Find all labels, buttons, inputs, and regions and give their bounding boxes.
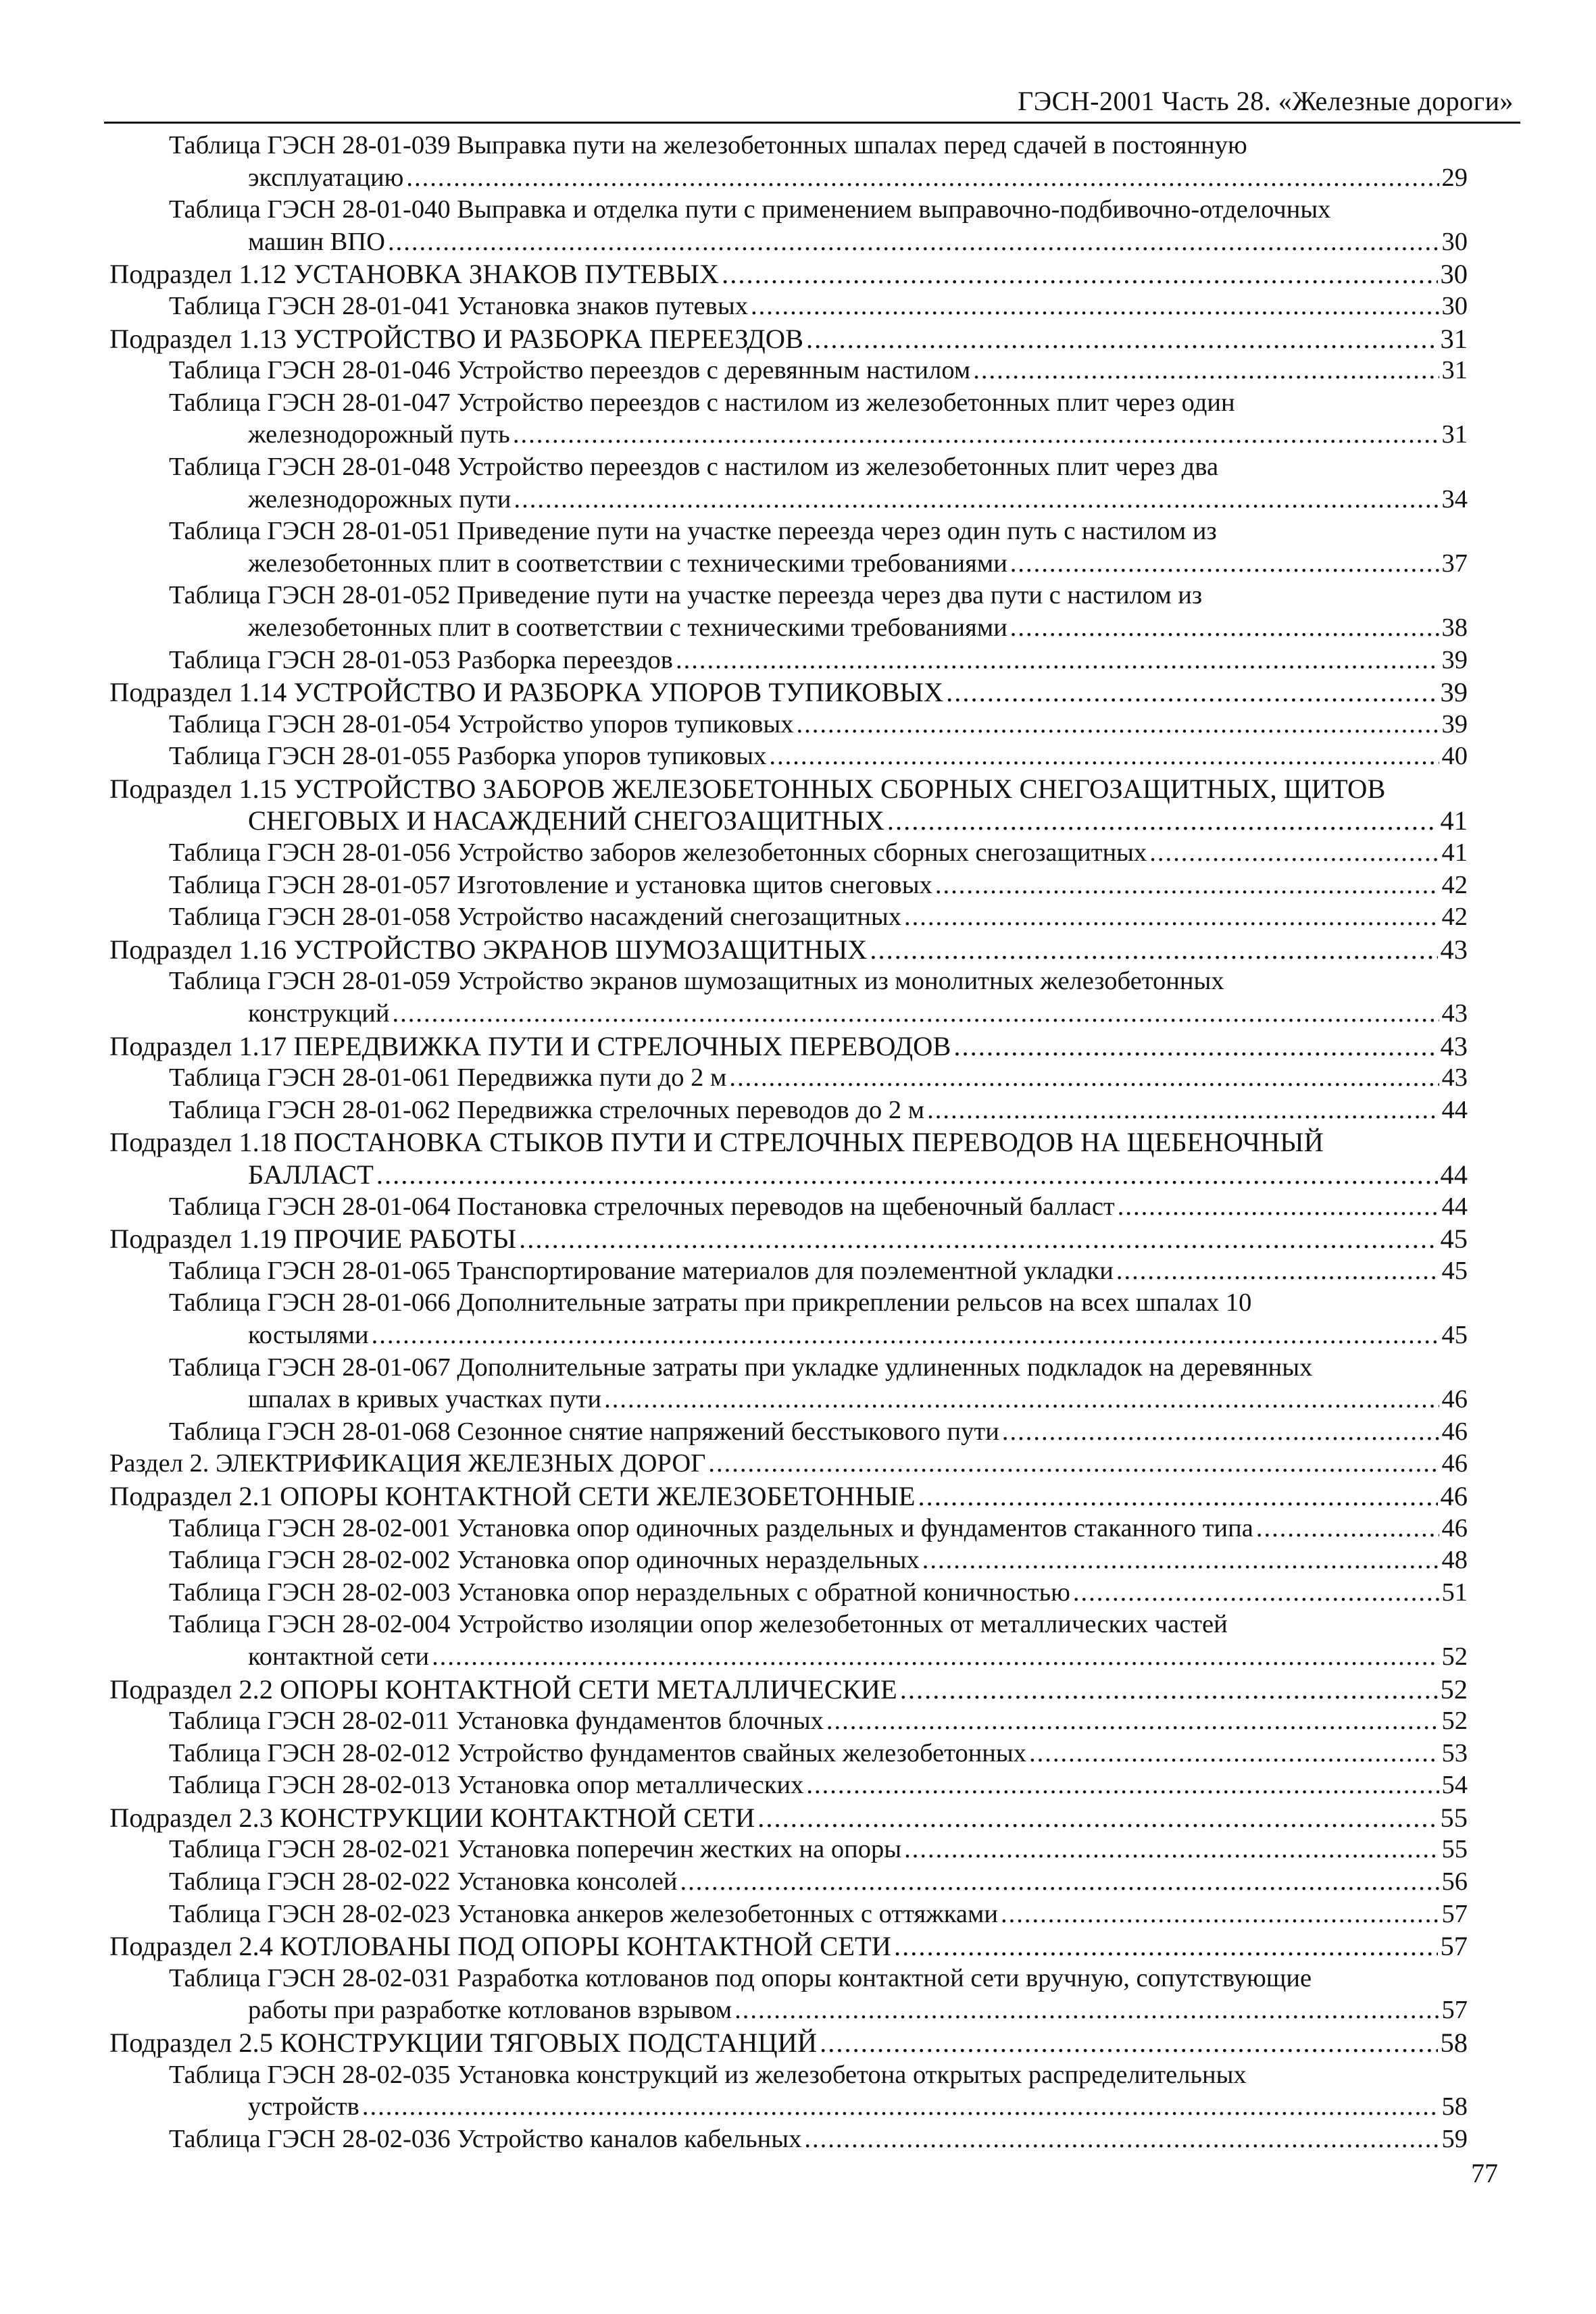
dot-leader bbox=[376, 1159, 1438, 1191]
toc-entry-title: Подраздел 1.13 УСТРОЙСТВО И РАЗБОРКА ПЕРЕЕЗДОВ bbox=[109, 323, 803, 354]
toc-entry-page: 44 bbox=[1440, 1159, 1468, 1190]
toc-entry bbox=[109, 901, 1468, 934]
toc-entry-page: 40 bbox=[1441, 742, 1468, 771]
toc-entry-title: Подраздел 1.19 ПРОЧИЕ РАБОТЫ bbox=[109, 1224, 517, 1255]
dot-leader bbox=[751, 291, 1439, 323]
toc-entry-title-continuation: эксплуатацию bbox=[248, 163, 404, 192]
dot-leader bbox=[806, 323, 1438, 355]
toc-entry-title: Таблица ГЭСН 28-02-023 Установка анкеров железобетонных с оттяжками bbox=[169, 1899, 998, 1928]
toc-entry-title: Таблица ГЭСН 28-01-046 Устройство переездов с деревянным настилом bbox=[169, 356, 971, 385]
toc-entry-title-continuation: железнодорожных пути bbox=[248, 484, 512, 513]
toc-entry bbox=[109, 1255, 1468, 1288]
toc-entry-title: Таблица ГЭСН 28-02-036 Устройство каналов кабельных bbox=[169, 2124, 802, 2153]
dot-leader bbox=[1010, 612, 1439, 645]
toc-entry-title-continuation: железобетонных плит в соответствии с техническими требованиями bbox=[248, 549, 1007, 578]
toc-entry bbox=[109, 1480, 1468, 1513]
toc-entry bbox=[109, 1352, 1468, 1416]
toc-entry-line bbox=[109, 419, 1468, 451]
toc-entry bbox=[109, 773, 1468, 837]
dot-leader bbox=[922, 1544, 1439, 1577]
toc-entry-line bbox=[109, 1319, 1468, 1352]
toc-entry-page: 52 bbox=[1441, 1707, 1468, 1736]
toc-entry bbox=[109, 1609, 1468, 1673]
toc-entry-title: Таблица ГЭСН 28-01-058 Устройство насаждений снегозащитных bbox=[169, 903, 902, 932]
toc-entry-title: Подраздел 2.4 КОТЛОВАНЫ ПОД ОПОРЫ КОНТАКТНОЙ СЕТИ bbox=[109, 1931, 891, 1962]
toc-entry-title: Подраздел 1.17 ПЕРЕДВИЖКА ПУТИ И СТРЕЛОЧНЫХ ПЕРЕВОДОВ bbox=[109, 1030, 951, 1061]
toc-entry-line bbox=[109, 226, 1468, 259]
toc-entry-line bbox=[109, 162, 1468, 195]
toc-entry-page: 55 bbox=[1441, 1835, 1468, 1864]
toc-entry-line bbox=[109, 2027, 1468, 2059]
dot-leader bbox=[757, 1802, 1437, 1834]
toc-entry bbox=[109, 1030, 1468, 1063]
dot-leader bbox=[806, 1769, 1439, 1802]
toc-entry-page: 46 bbox=[1441, 1417, 1468, 1446]
toc-entry-page: 39 bbox=[1441, 709, 1468, 738]
toc-entry-line bbox=[109, 1994, 1468, 2027]
toc-entry-title-continuation: железобетонных плит в соответствии с техническими требованиями bbox=[248, 613, 1007, 642]
dot-leader bbox=[918, 1480, 1438, 1513]
dot-leader bbox=[708, 1448, 1439, 1480]
dot-leader bbox=[953, 1030, 1437, 1063]
toc-entry-page: 44 bbox=[1441, 1095, 1468, 1124]
toc-entry-line bbox=[109, 998, 1468, 1030]
toc-entry-line bbox=[109, 1769, 1468, 1802]
toc-entry bbox=[109, 740, 1468, 773]
table-of-contents bbox=[109, 130, 1468, 2155]
toc-entry-page: 42 bbox=[1441, 903, 1468, 932]
toc-entry-title-continuation: костылями bbox=[248, 1320, 369, 1349]
toc-entry-title: Таблица ГЭСН 28-01-054 Устройство упоров тупиковых bbox=[169, 709, 794, 738]
dot-leader bbox=[904, 1834, 1439, 1866]
toc-entry-title: Таблица ГЭСН 28-01-066 Дополнительные затраты при прикреплении рельсов на всех шпалах 10 bbox=[169, 1288, 1252, 1317]
header-title: ГЭСН-2001 Часть 28. «Железные дороги» bbox=[1018, 86, 1514, 116]
toc-entry bbox=[109, 1930, 1468, 1963]
toc-entry-title: Таблица ГЭСН 28-01-065 Транспортирование материалов для поэлементной укладки bbox=[169, 1256, 1114, 1285]
dot-leader bbox=[372, 1319, 1439, 1352]
toc-entry-line bbox=[109, 1480, 1468, 1513]
toc-entry-line bbox=[109, 548, 1468, 580]
dot-leader bbox=[519, 1223, 1437, 1255]
toc-entry-line bbox=[109, 1674, 1468, 1706]
toc-entry bbox=[109, 323, 1468, 355]
toc-entry-line bbox=[109, 645, 1468, 677]
toc-entry-title: Таблица ГЭСН 28-01-041 Установка знаков путевых bbox=[169, 291, 748, 320]
toc-entry bbox=[109, 515, 1468, 580]
dot-leader bbox=[769, 740, 1439, 773]
dot-leader bbox=[729, 1062, 1439, 1095]
dot-leader bbox=[820, 2027, 1437, 2059]
dot-leader bbox=[722, 258, 1437, 291]
dot-leader bbox=[1116, 1255, 1439, 1288]
toc-entry-page: 43 bbox=[1440, 1030, 1468, 1061]
toc-entry-line bbox=[109, 612, 1468, 645]
toc-entry-page: 57 bbox=[1441, 1996, 1468, 2025]
dot-leader bbox=[900, 1674, 1438, 1706]
toc-entry-line bbox=[109, 291, 1468, 323]
dot-leader bbox=[870, 934, 1437, 966]
toc-entry bbox=[109, 1738, 1468, 1770]
toc-entry-title: Таблица ГЭСН 28-01-056 Устройство заборов железобетонных сборных снегозащитных bbox=[169, 838, 1147, 867]
toc-entry-page: 44 bbox=[1441, 1192, 1468, 1221]
toc-entry-title: Подраздел 2.2 ОПОРЫ КОНТАКТНОЙ СЕТИ МЕТАЛЛИЧЕСКИЕ bbox=[109, 1674, 897, 1705]
dot-leader bbox=[927, 1095, 1439, 1127]
toc-entry bbox=[109, 355, 1468, 387]
toc-entry-line bbox=[109, 709, 1468, 741]
toc-entry-line bbox=[109, 1705, 1468, 1738]
toc-entry-line bbox=[109, 1448, 1468, 1480]
toc-entry bbox=[109, 1674, 1468, 1706]
toc-entry-page: 57 bbox=[1440, 1931, 1468, 1962]
toc-entry-page: 29 bbox=[1441, 163, 1468, 192]
toc-entry-title: Подраздел 1.18 ПОСТАНОВКА СТЫКОВ ПУТИ И СТРЕЛОЧНЫХ ПЕРЕВОДОВ НА ЩЕБЕНОЧНЫЙ bbox=[109, 1127, 1324, 1158]
dot-leader bbox=[1010, 548, 1439, 580]
toc-entry-line bbox=[109, 1191, 1468, 1224]
toc-entry-page: 58 bbox=[1441, 2092, 1468, 2121]
dot-leader bbox=[734, 1994, 1439, 2027]
dot-leader bbox=[1118, 1191, 1439, 1224]
toc-entry bbox=[109, 1513, 1468, 1545]
toc-entry bbox=[109, 580, 1468, 644]
toc-entry-page: 37 bbox=[1441, 549, 1468, 578]
toc-entry-page: 46 bbox=[1441, 1385, 1468, 1414]
dot-leader bbox=[676, 645, 1439, 677]
toc-entry bbox=[109, 1577, 1468, 1609]
toc-entry-page: 31 bbox=[1440, 323, 1468, 354]
toc-entry-page: 38 bbox=[1441, 613, 1468, 642]
toc-entry-line bbox=[109, 934, 1468, 966]
toc-entry-title: Таблица ГЭСН 28-01-062 Передвижка стрелочных переводов до 2 м bbox=[169, 1095, 925, 1124]
toc-entry-title: Таблица ГЭСН 28-01-064 Постановка стрелочных переводов на щебеночный балласт bbox=[169, 1192, 1115, 1221]
toc-entry-line bbox=[109, 1802, 1468, 1834]
toc-entry-page: 41 bbox=[1440, 805, 1468, 836]
toc-entry-page: 53 bbox=[1441, 1738, 1468, 1767]
toc-entry-title: Таблица ГЭСН 28-01-039 Выправка пути на железобетонных шпалах перед сдачей в постоянную bbox=[169, 131, 1247, 159]
toc-entry bbox=[109, 1898, 1468, 1931]
toc-entry bbox=[109, 387, 1468, 451]
toc-entry-line bbox=[109, 1062, 1468, 1095]
dot-leader bbox=[935, 870, 1439, 902]
dot-leader bbox=[432, 1641, 1439, 1674]
toc-entry-title-continuation: машин ВПО bbox=[248, 227, 385, 256]
toc-entry bbox=[109, 1769, 1468, 1802]
toc-entry-line bbox=[109, 1255, 1468, 1288]
dot-leader bbox=[826, 1705, 1439, 1738]
toc-entry-page: 43 bbox=[1441, 1063, 1468, 1092]
dot-leader bbox=[887, 805, 1438, 837]
toc-entry-line bbox=[109, 355, 1468, 387]
dot-leader bbox=[1256, 1513, 1439, 1545]
toc-entry-line bbox=[109, 1577, 1468, 1609]
toc-entry-line bbox=[109, 1159, 1468, 1191]
toc-entry-title-continuation: шпалах в кривых участках пути bbox=[248, 1385, 602, 1414]
toc-entry bbox=[109, 1705, 1468, 1738]
dot-leader bbox=[1029, 1738, 1439, 1770]
toc-entry-line bbox=[109, 837, 1468, 870]
toc-entry-title: Таблица ГЭСН 28-02-011 Установка фундаментов блочных bbox=[169, 1707, 824, 1736]
toc-entry-page: 56 bbox=[1441, 1867, 1468, 1896]
toc-entry-line bbox=[109, 1416, 1468, 1449]
toc-entry-line bbox=[109, 1384, 1468, 1416]
toc-entry-page: 52 bbox=[1441, 1642, 1468, 1671]
dot-leader bbox=[946, 676, 1437, 709]
toc-entry-line bbox=[109, 1223, 1468, 1255]
toc-entry bbox=[109, 1963, 1468, 2027]
toc-entry bbox=[109, 645, 1468, 677]
toc-entry-title: Таблица ГЭСН 28-01-048 Устройство переездов с настилом из железобетонных плит через два bbox=[169, 452, 1219, 481]
toc-entry-line bbox=[109, 323, 1468, 355]
toc-entry-title: Таблица ГЭСН 28-01-057 Изготовление и установка щитов снеговых bbox=[169, 870, 932, 899]
toc-entry bbox=[109, 1834, 1468, 1866]
toc-entry-title-continuation: конструкций bbox=[248, 999, 390, 1028]
toc-entry-page: 51 bbox=[1441, 1578, 1468, 1607]
toc-entry-title: Таблица ГЭСН 28-01-068 Сезонное снятие напряжений бесстыкового пути bbox=[169, 1417, 999, 1446]
toc-entry-page: 39 bbox=[1440, 677, 1468, 708]
toc-entry-line bbox=[109, 901, 1468, 934]
toc-entry-line bbox=[109, 805, 1468, 837]
toc-entry bbox=[109, 1866, 1468, 1898]
toc-entry-page: 30 bbox=[1441, 227, 1468, 256]
toc-entry-line bbox=[109, 2091, 1468, 2123]
toc-entry-title: Подраздел 1.15 УСТРОЙСТВО ЗАБОРОВ ЖЕЛЕЗОБЕТОННЫХ СБОРНЫХ СНЕГОЗАЩИТНЫХ, ЩИТОВ bbox=[109, 773, 1386, 804]
toc-entry bbox=[109, 1448, 1468, 1480]
toc-entry-page: 43 bbox=[1440, 934, 1468, 965]
toc-entry-page: 52 bbox=[1440, 1674, 1468, 1705]
dot-leader bbox=[604, 1384, 1439, 1416]
dot-leader bbox=[1149, 837, 1439, 870]
toc-entry-title: Таблица ГЭСН 28-01-053 Разборка переездов bbox=[169, 645, 673, 674]
toc-entry-title: Таблица ГЭСН 28-01-055 Разборка упоров тупиковых bbox=[169, 742, 767, 771]
toc-entry-title: Подраздел 1.16 УСТРОЙСТВО ЭКРАНОВ ШУМОЗАЩИТНЫХ bbox=[109, 934, 868, 965]
running-header bbox=[104, 80, 1520, 124]
toc-entry bbox=[109, 451, 1468, 515]
toc-entry bbox=[109, 934, 1468, 966]
toc-entry bbox=[109, 837, 1468, 870]
toc-entry-title-continuation: устройств bbox=[248, 2092, 359, 2121]
toc-entry-title: Подраздел 1.14 УСТРОЙСТВО И РАЗБОРКА УПОРОВ ТУПИКОВЫХ bbox=[109, 677, 944, 708]
toc-entry-page: 45 bbox=[1441, 1256, 1468, 1285]
toc-entry-page: 54 bbox=[1441, 1771, 1468, 1800]
toc-entry-title: Таблица ГЭСН 28-02-003 Установка опор нераздельных с обратной коничностью bbox=[169, 1578, 1070, 1607]
toc-entry-title: Таблица ГЭСН 28-02-012 Устройство фундаментов свайных железобетонных bbox=[169, 1738, 1027, 1767]
toc-entry bbox=[109, 291, 1468, 323]
toc-entry-title: Таблица ГЭСН 28-02-013 Установка опор металлических bbox=[169, 1771, 804, 1800]
dot-leader bbox=[406, 162, 1439, 195]
toc-entry-line bbox=[109, 1898, 1468, 1931]
toc-entry bbox=[109, 1287, 1468, 1351]
toc-entry bbox=[109, 870, 1468, 902]
toc-entry-page: 39 bbox=[1441, 645, 1468, 674]
toc-entry-line bbox=[109, 1095, 1468, 1127]
dot-leader bbox=[514, 484, 1439, 516]
toc-entry bbox=[109, 194, 1468, 258]
toc-entry-page: 30 bbox=[1441, 291, 1468, 320]
toc-entry-title-continuation: СНЕГОВЫХ И НАСАЖДЕНИЙ СНЕГОЗАЩИТНЫХ bbox=[248, 805, 884, 836]
toc-entry-title: Подраздел 2.5 КОНСТРУКЦИИ ТЯГОВЫХ ПОДСТАНЦИЙ bbox=[109, 2028, 818, 2059]
toc-entry bbox=[109, 1062, 1468, 1095]
toc-entry-title: Таблица ГЭСН 28-02-035 Установка конструкций из железобетона открытых распределительных bbox=[169, 2060, 1247, 2089]
toc-entry-title: Подраздел 2.3 КОНСТРУКЦИИ КОНТАКТНОЙ СЕТИ bbox=[109, 1802, 755, 1833]
toc-entry-title: Таблица ГЭСН 28-01-067 Дополнительные затраты при укладке удлиненных подкладок на деревянных bbox=[169, 1353, 1313, 1382]
dot-leader bbox=[1073, 1577, 1439, 1609]
toc-entry-page: 34 bbox=[1441, 484, 1468, 513]
toc-entry bbox=[109, 1095, 1468, 1127]
toc-entry bbox=[109, 2059, 1468, 2123]
dot-leader bbox=[797, 709, 1439, 741]
toc-entry-line bbox=[109, 740, 1468, 773]
toc-entry-line bbox=[109, 1930, 1468, 1963]
toc-entry-line bbox=[109, 676, 1468, 709]
toc-entry-title: Раздел 2. ЭЛЕКТРИФИКАЦИЯ ЖЕЛЕЗНЫХ ДОРОГ bbox=[109, 1449, 706, 1478]
dot-leader bbox=[1002, 1416, 1439, 1449]
toc-entry-line bbox=[109, 1641, 1468, 1674]
toc-entry-line bbox=[109, 1544, 1468, 1577]
toc-entry-page: 48 bbox=[1441, 1546, 1468, 1575]
dot-leader bbox=[1001, 1898, 1439, 1931]
toc-entry bbox=[109, 130, 1468, 194]
dot-leader bbox=[513, 419, 1439, 451]
toc-entry-title: Таблица ГЭСН 28-02-001 Установка опор одиночных раздельных и фундаментов стаканного типа bbox=[169, 1513, 1253, 1542]
toc-entry-title-continuation: работы при разработке котлованов взрывом bbox=[248, 1996, 732, 2025]
dot-leader bbox=[804, 2123, 1439, 2156]
dot-leader bbox=[362, 2091, 1439, 2123]
toc-entry-page: 30 bbox=[1440, 259, 1468, 290]
toc-entry-page: 57 bbox=[1441, 1899, 1468, 1928]
toc-entry bbox=[109, 965, 1468, 1030]
toc-entry-line bbox=[109, 1738, 1468, 1770]
toc-entry bbox=[109, 258, 1468, 291]
dot-leader bbox=[388, 226, 1439, 259]
toc-entry-title: Подраздел 1.12 УСТАНОВКА ЗНАКОВ ПУТЕВЫХ bbox=[109, 259, 720, 290]
toc-entry-line bbox=[109, 484, 1468, 516]
toc-entry bbox=[109, 1223, 1468, 1255]
toc-entry-page: 31 bbox=[1441, 420, 1468, 449]
toc-entry bbox=[109, 1416, 1468, 1449]
toc-entry bbox=[109, 1126, 1468, 1190]
toc-entry-title-continuation: железнодорожный путь bbox=[248, 420, 510, 449]
dot-leader bbox=[904, 901, 1439, 934]
toc-entry-page: 45 bbox=[1440, 1224, 1468, 1255]
toc-entry-title: Таблица ГЭСН 28-01-047 Устройство переездов с настилом из железобетонных плит через один bbox=[169, 388, 1235, 417]
toc-entry bbox=[109, 709, 1468, 741]
toc-entry bbox=[109, 2123, 1468, 2156]
toc-entry-line bbox=[109, 1834, 1468, 1866]
toc-entry-title: Таблица ГЭСН 28-01-052 Приведение пути на участке переезда через два пути с настилом из bbox=[169, 581, 1203, 610]
dot-leader bbox=[680, 1866, 1439, 1898]
toc-entry-page: 31 bbox=[1441, 356, 1468, 385]
toc-entry-title: Таблица ГЭСН 28-01-059 Устройство экранов шумозащитных из монолитных железобетонных bbox=[169, 967, 1224, 996]
toc-entry-title: Таблица ГЭСН 28-02-021 Установка поперечин жестких на опоры bbox=[169, 1835, 902, 1864]
toc-entry bbox=[109, 1802, 1468, 1834]
dot-leader bbox=[393, 998, 1439, 1030]
toc-entry bbox=[109, 1544, 1468, 1577]
toc-entry bbox=[109, 1191, 1468, 1224]
toc-entry-title: Таблица ГЭСН 28-01-040 Выправка и отделка пути с применением выправочно-подбивочно-отделочных bbox=[169, 195, 1331, 224]
toc-entry-line bbox=[109, 258, 1468, 291]
toc-entry-title: Таблица ГЭСН 28-01-061 Передвижка пути до 2 м bbox=[169, 1063, 727, 1092]
toc-entry-page: 45 bbox=[1441, 1320, 1468, 1349]
toc-entry-title: Таблица ГЭСН 28-02-022 Установка консолей bbox=[169, 1867, 678, 1896]
toc-entry bbox=[109, 2027, 1468, 2059]
page-number: 77 bbox=[1471, 2158, 1498, 2188]
toc-entry-title-continuation: БАЛЛАСТ bbox=[248, 1159, 374, 1190]
toc-entry-line bbox=[109, 870, 1468, 902]
toc-entry-title: Таблица ГЭСН 28-02-031 Разработка котлованов под опоры контактной сети вручную, сопутствующие bbox=[169, 1963, 1312, 1992]
toc-entry-page: 55 bbox=[1440, 1802, 1468, 1833]
dot-leader bbox=[894, 1930, 1438, 1963]
dot-leader bbox=[973, 355, 1439, 387]
toc-entry-page: 43 bbox=[1441, 999, 1468, 1028]
toc-entry-page: 59 bbox=[1441, 2124, 1468, 2153]
toc-entry bbox=[109, 676, 1468, 709]
toc-entry-title: Таблица ГЭСН 28-02-004 Устройство изоляции опор железобетонных от металлических частей bbox=[169, 1610, 1228, 1639]
toc-entry-title: Таблица ГЭСН 28-02-002 Установка опор одиночных нераздельных bbox=[169, 1546, 920, 1575]
toc-entry-page: 41 bbox=[1441, 838, 1468, 867]
toc-entry-line bbox=[109, 1513, 1468, 1545]
toc-entry-title: Таблица ГЭСН 28-01-051 Приведение пути на участке переезда через один путь с настилом из bbox=[169, 517, 1217, 546]
toc-entry-page: 42 bbox=[1441, 870, 1468, 899]
toc-entry-page: 46 bbox=[1441, 1449, 1468, 1478]
toc-entry-title-continuation: контактной сети bbox=[248, 1642, 430, 1671]
toc-entry-page: 46 bbox=[1440, 1480, 1468, 1511]
toc-entry-line bbox=[109, 1866, 1468, 1898]
toc-entry-title: Подраздел 2.1 ОПОРЫ КОНТАКТНОЙ СЕТИ ЖЕЛЕЗОБЕТОННЫЕ bbox=[109, 1480, 916, 1511]
toc-entry-line bbox=[109, 2123, 1468, 2156]
toc-entry-page: 46 bbox=[1441, 1513, 1468, 1542]
toc-entry-line bbox=[109, 1030, 1468, 1063]
toc-entry-page: 58 bbox=[1440, 2028, 1468, 2059]
